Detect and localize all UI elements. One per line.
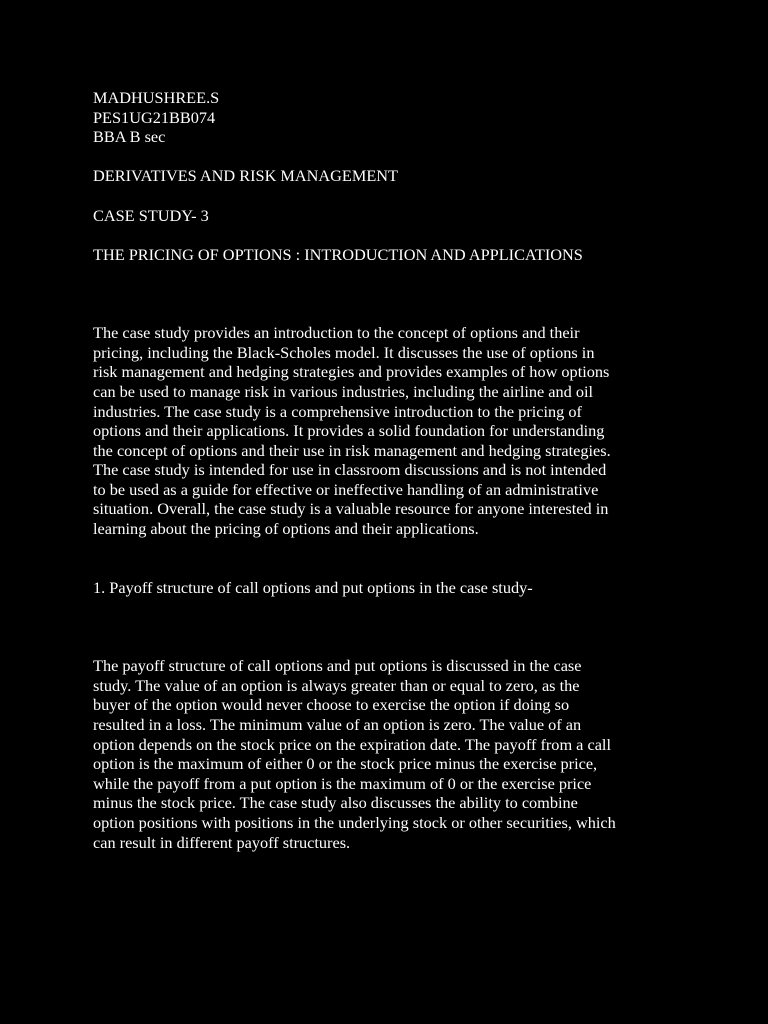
question-heading: 1. Payoff structure of call options and put options in the case study- [93, 577, 533, 597]
intro-line: to be used as a guide for effective or ineffective handling of an administrative [93, 479, 599, 499]
intro-line: pricing, including the Black-Scholes model. It discusses the use of options in [93, 342, 595, 362]
intro-line: situation. Overall, the case study is a valuable resource for anyone interested in [93, 499, 609, 519]
spacer [93, 225, 683, 245]
answer-line: minus the stock price. The case study also discusses the ability to combine [93, 793, 578, 813]
spacer [93, 539, 683, 559]
spacer [93, 186, 683, 206]
answer-line: buyer of the option would never choose to exercise the option if doing so [93, 695, 570, 715]
spacer [93, 597, 683, 656]
case-study-number: CASE STUDY- 3 [93, 205, 209, 225]
answer-line: option is the maximum of either 0 or the stock price minus the exercise price, [93, 754, 598, 774]
spacer [93, 147, 683, 167]
answer-line: study. The value of an option is always greater than or equal to zero, as the [93, 675, 580, 695]
spacer [93, 264, 683, 323]
spacer [93, 558, 683, 578]
course-title: DERIVATIVES AND RISK MANAGEMENT [93, 166, 398, 186]
answer-line: option depends on the stock price on the expiration date. The payoff from a call [93, 734, 611, 754]
intro-paragraph [93, 323, 683, 539]
document-page [93, 88, 683, 852]
intro-line: can be used to manage risk in various industries, including the airline and oil [93, 381, 594, 401]
answer-line: can result in different payoff structures. [93, 832, 351, 852]
answer-line: The payoff structure of call options and put options is discussed in the case [93, 656, 582, 676]
document-title: THE PRICING OF OPTIONS : INTRODUCTION AND APPLICATIONS [93, 244, 583, 264]
student-srn: PES1UG21BB074 [93, 107, 216, 127]
answer-paragraph [93, 656, 683, 852]
answer-line: while the payoff from a put option is the maximum of 0 or the exercise price [93, 773, 592, 793]
answer-line: option positions with positions in the underlying stock or other securities, which [93, 813, 616, 832]
intro-line: learning about the pricing of options and their applications. [93, 519, 479, 539]
answer-line: resulted in a loss. The minimum value of an option is zero. The value of an [93, 715, 582, 735]
intro-line: the concept of options and their use in risk management and hedging strategies. [93, 440, 611, 460]
intro-line: risk management and hedging strategies and provides examples of how options [93, 362, 610, 382]
intro-line: industries. The case study is a comprehensive introduction to the pricing of [93, 401, 582, 421]
student-name: MADHUSHREE.S [93, 88, 220, 107]
intro-line: The case study provides an introduction to the concept of options and their [93, 323, 580, 343]
student-class: BBA B sec [93, 127, 166, 147]
intro-line: The case study is intended for use in classroom discussions and is not intended [93, 460, 607, 480]
intro-line: options and their applications. It provides a solid foundation for understanding [93, 421, 605, 441]
